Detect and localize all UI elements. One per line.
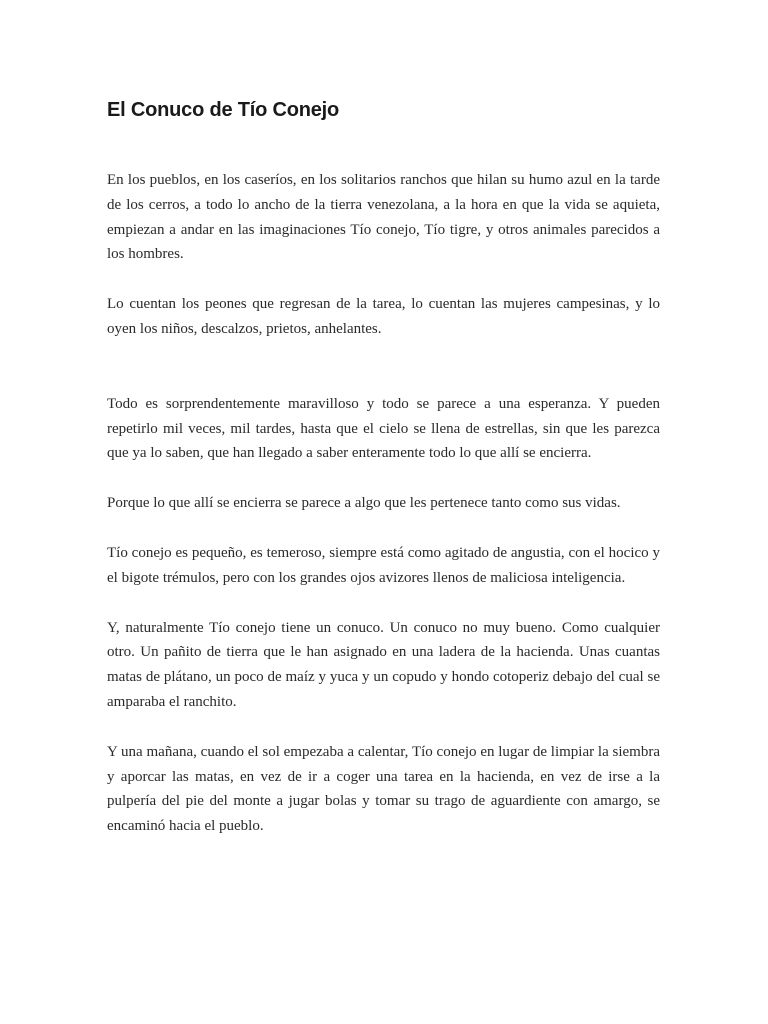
paragraph-2: Lo cuentan los peones que regresan de la tarea, lo cuentan las mujeres campesinas, y lo oyen los niños, descalzos, prietos, anhelantes. (107, 296, 660, 337)
document-page (107, 96, 660, 839)
document-title: El Conuco de Tío Conejo (107, 99, 340, 121)
paragraph-4: Porque lo que allí se encierra se parece a algo que les pertenece tanto como sus vidas. (107, 495, 621, 512)
paragraph-5: Tío conejo es pequeño, es temeroso, siempre está como agitado de angustia, con el hocico y el bigote trémulos, pero con los grandes ojos avizores llenos de maliciosa inteligencia. (107, 544, 660, 586)
paragraph-7: Y una mañana, cuando el sol empezaba a calentar, Tío conejo en lugar de limpiar la siembra y aporcar las matas, en vez de ir a coger una tarea en la hacienda, en vez de irse a la pulpería del pie del monte a jugar bolas y tomar su trago de aguardiente con amargo, se encaminó hacia el pueblo. (107, 743, 660, 835)
paragraph-6: Y, naturalmente Tío conejo tiene un conuco. Un conuco no muy bueno. Como cualquier otro. Un pañito de tierra que le han asignado en una ladera de la hacienda. Unas cuantas matas de plátano, un poco de maíz y yuca y un copudo y hondo cotoperiz debajo del cual se amparaba el ranchito. (107, 619, 660, 710)
paragraph-1: En los pueblos, en los caseríos, en los solitarios ranchos que hilan su humo azul en la tarde de los cerros, a todo lo ancho de la tierra venezolana, a la hora en que la vida se aquieta, empiezan a andar en las imaginaciones Tío conejo, Tío tigre, y otros animales parecidos a los hombres. (107, 172, 660, 263)
paragraph-3: Todo es sorprendentemente maravilloso y todo se parece a una esperanza. Y pueden repetirlo mil veces, mil tardes, hasta que el cielo se llena de estrellas, sin que les parezca que ya lo saben, que han llegado a saber enteramente todo lo que allí se encierra. (107, 395, 660, 462)
